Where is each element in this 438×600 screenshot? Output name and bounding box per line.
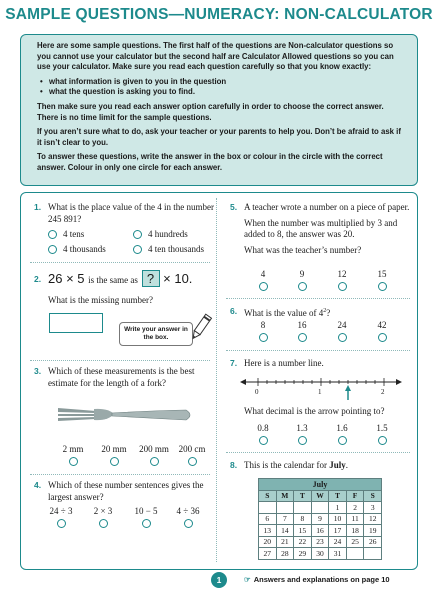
question-6 xyxy=(230,306,410,320)
intro-paragraph-2: Then make sure you read each answer option carefully in order to choose the correct answer. There is no time limit for the sample questions. xyxy=(37,101,384,122)
option-16[interactable] xyxy=(287,320,317,342)
question-text-end: . xyxy=(345,460,348,470)
answer-circle-icon[interactable] xyxy=(298,282,307,291)
option-2mm[interactable] xyxy=(58,444,88,466)
calendar-day-cell xyxy=(364,548,382,560)
option-4-tens[interactable] xyxy=(48,229,84,239)
option-label: 9 xyxy=(299,269,305,279)
separator xyxy=(30,474,210,475)
exponent: 2 xyxy=(323,308,327,314)
tick-label: 1 xyxy=(318,388,322,396)
option-label: 12 xyxy=(337,269,347,279)
calendar-day-cell: 24 xyxy=(329,536,347,548)
question-number: 2. xyxy=(34,274,42,284)
calendar-day-cell: 20 xyxy=(259,536,277,548)
calendar-day-cell: 1 xyxy=(329,502,347,514)
option-200cm[interactable] xyxy=(174,444,210,466)
calendar-body xyxy=(259,502,382,560)
number-line xyxy=(238,372,408,402)
question-number: 5. xyxy=(230,202,238,212)
calendar-week-row xyxy=(259,548,382,560)
intro-bullet-list xyxy=(49,77,405,98)
calendar-day-cell xyxy=(346,548,364,560)
answer-circle-icon[interactable] xyxy=(184,519,193,528)
option-4-div-36[interactable] xyxy=(170,506,206,528)
answer-circle-icon[interactable] xyxy=(298,436,307,445)
option-label: 0.8 xyxy=(257,423,269,433)
option-label: 4 ten thousands xyxy=(148,244,204,254)
question-8 xyxy=(230,460,410,472)
option-label: 1.5 xyxy=(376,423,388,433)
missing-number-box: ? xyxy=(142,270,160,287)
question-number: 3. xyxy=(34,366,42,376)
answer-circle-icon[interactable] xyxy=(338,282,347,291)
footer-note xyxy=(244,575,390,584)
intro-paragraph-1: Here are some sample questions. The first half of the questions are Non-calculator questions so you cannot use your calculator but the second half are Calculator Allowed questions so you can use your calculator. Make sure you read each question carefully so that you know exactly: xyxy=(37,41,394,72)
column-divider xyxy=(216,198,217,562)
question-text: Here is a number line. xyxy=(244,358,324,368)
option-0-8[interactable] xyxy=(248,423,278,445)
option-label: 1.3 xyxy=(296,423,308,433)
write-answer-note: Write your answer in the box. xyxy=(119,322,193,346)
expression-mid: is the same as xyxy=(88,275,138,285)
calendar-day-cell: 14 xyxy=(276,525,294,537)
option-2-times-3[interactable] xyxy=(86,506,120,528)
option-24-div-3[interactable] xyxy=(44,506,78,528)
option-8[interactable] xyxy=(248,320,278,342)
calendar-day-cell: 17 xyxy=(329,525,347,537)
question-number: 1. xyxy=(34,202,42,212)
calendar-day-cell xyxy=(276,502,294,514)
question-number: 6. xyxy=(230,306,238,316)
option-200mm[interactable] xyxy=(135,444,173,466)
calendar-day-cell: 9 xyxy=(311,513,329,525)
answer-circle-icon[interactable] xyxy=(338,436,347,445)
option-label: 1.6 xyxy=(336,423,348,433)
separator xyxy=(226,452,410,453)
intro-paragraph-3: If you aren’t sure what to do, ask your teacher or your parents to help you. Don’t be afraid to ask if it isn’t clear to you. xyxy=(37,127,401,147)
calendar-day-cell: 6 xyxy=(259,513,277,525)
intro-bullet: • what information is given to you in the question xyxy=(49,77,405,88)
question-1 xyxy=(34,202,214,225)
question-3 xyxy=(34,366,209,389)
option-label: 4 hundreds xyxy=(148,229,188,239)
question-4 xyxy=(34,480,214,503)
option-4[interactable] xyxy=(248,269,278,291)
answer-circle-icon[interactable] xyxy=(48,230,57,239)
calendar-day-header: W xyxy=(311,490,329,502)
question-7-prompt: What decimal is the arrow pointing to? xyxy=(244,406,385,416)
answer-circle-icon[interactable] xyxy=(378,282,387,291)
answer-circle-icon[interactable] xyxy=(259,282,268,291)
option-24[interactable] xyxy=(327,320,357,342)
answer-circle-icon[interactable] xyxy=(378,333,387,342)
question-number: 4. xyxy=(34,480,42,490)
calendar-day-cell: 27 xyxy=(259,548,277,560)
option-label: 42 xyxy=(377,320,387,330)
answer-input-box[interactable] xyxy=(49,313,103,333)
answer-circle-icon[interactable] xyxy=(378,436,387,445)
answer-circle-icon[interactable] xyxy=(110,457,119,466)
calendar-day-cell: 7 xyxy=(276,513,294,525)
option-label: 24 xyxy=(337,320,347,330)
calendar-day-cell: 18 xyxy=(346,525,364,537)
answer-circle-icon[interactable] xyxy=(259,436,268,445)
option-4-thousands[interactable] xyxy=(48,244,106,254)
option-label: 15 xyxy=(377,269,387,279)
option-label: 4 thousands xyxy=(63,244,106,254)
option-label: 200 cm xyxy=(178,444,206,454)
calendar-day-cell xyxy=(259,502,277,514)
separator xyxy=(226,298,410,299)
separator xyxy=(30,360,210,361)
option-20mm[interactable] xyxy=(97,444,131,466)
calendar-day-cell: 13 xyxy=(259,525,277,537)
page-number: 1 xyxy=(211,572,227,588)
pencil-icon xyxy=(188,312,214,344)
option-label: 16 xyxy=(297,320,307,330)
question-2-prompt: What is the missing number? xyxy=(48,295,153,305)
option-42[interactable] xyxy=(367,320,397,342)
calendar-day-cell: 22 xyxy=(294,536,312,548)
calendar-day-cell: 8 xyxy=(294,513,312,525)
separator xyxy=(30,262,210,263)
calendar-day-cell: 25 xyxy=(346,536,364,548)
instructions-panel xyxy=(20,34,418,186)
calendar-day-header: S xyxy=(259,490,277,502)
question-number: 8. xyxy=(230,460,238,470)
answer-circle-icon[interactable] xyxy=(188,457,197,466)
option-label: 20 mm xyxy=(101,444,127,454)
calendar-week-row xyxy=(259,513,382,525)
question-text: This is the calendar for xyxy=(244,460,330,470)
calendar-day-cell: 3 xyxy=(364,502,382,514)
option-label: 24 ÷ 3 xyxy=(49,506,73,516)
intro-paragraph-4: To answer these questions, write the answer in the box or colour in the circle with the correct answer. Colour in only one circle for each answer. xyxy=(37,152,383,172)
calendar-day-header: T xyxy=(294,490,312,502)
question-text: What is the value of 4 xyxy=(244,308,324,318)
calendar-day-cell xyxy=(294,502,312,514)
option-label: 2 × 3 xyxy=(93,506,113,516)
calendar-day-cell: 21 xyxy=(276,536,294,548)
answer-circle-icon[interactable] xyxy=(48,245,57,254)
answer-circle-icon[interactable] xyxy=(69,457,78,466)
answer-circle-icon[interactable] xyxy=(133,245,142,254)
calendar-month: July xyxy=(259,479,382,491)
question-text: Which of these measurements is the best estimate for the length of a fork? xyxy=(48,366,195,388)
calendar-day-cell: 12 xyxy=(364,513,382,525)
option-label: 4 ÷ 36 xyxy=(176,506,200,516)
calendar-day-header: T xyxy=(329,490,347,502)
calendar-day-cell: 29 xyxy=(294,548,312,560)
separator xyxy=(226,350,410,351)
question-5 xyxy=(230,202,410,256)
calendar-week-row xyxy=(259,525,382,537)
option-1-5[interactable] xyxy=(367,423,397,445)
answer-circle-icon[interactable] xyxy=(338,333,347,342)
fork-icon xyxy=(56,402,196,428)
pointing-hand-icon: ☞ xyxy=(244,575,251,584)
tick-label: 0 xyxy=(255,388,259,396)
question-number: 7. xyxy=(230,358,238,368)
page-title: SAMPLE QUESTIONS—NUMERACY: NON-CALCULATOR xyxy=(5,6,433,23)
calendar-day-cell: 28 xyxy=(276,548,294,560)
option-4-ten-thousands[interactable] xyxy=(133,244,204,254)
calendar-day-header: F xyxy=(346,490,364,502)
option-label: 10 − 5 xyxy=(134,506,158,516)
calendar-day-cell: 26 xyxy=(364,536,382,548)
calendar-day-cell xyxy=(311,502,329,514)
calendar-day-cell: 31 xyxy=(329,548,347,560)
question-text-3: What was the teacher’s number? xyxy=(244,244,362,255)
question-text: A teacher wrote a number on a piece of paper. xyxy=(244,202,410,212)
option-label: 200 mm xyxy=(139,444,169,454)
calendar-day-cell: 30 xyxy=(311,548,329,560)
option-12[interactable] xyxy=(327,269,357,291)
calendar-day-cell: 11 xyxy=(346,513,364,525)
calendar-day-cell: 15 xyxy=(294,525,312,537)
option-4-hundreds[interactable] xyxy=(133,229,188,239)
answer-circle-icon[interactable] xyxy=(259,333,268,342)
calendar xyxy=(258,478,382,560)
tick-label: 2 xyxy=(381,388,385,396)
question-text: Which of these number sentences gives the largest answer? xyxy=(48,480,204,502)
calendar-week-row xyxy=(259,536,382,548)
intro-bullet: • what the question is asking you to find. xyxy=(49,87,405,98)
expression-right: × 10. xyxy=(163,271,193,286)
answer-circle-icon[interactable] xyxy=(57,519,66,528)
calendar-day-cell: 16 xyxy=(311,525,329,537)
calendar-day-cell: 23 xyxy=(311,536,329,548)
month-name: July xyxy=(329,460,346,470)
option-10-minus-5[interactable] xyxy=(128,506,164,528)
calendar-day-header: M xyxy=(276,490,294,502)
option-1-6[interactable] xyxy=(327,423,357,445)
option-label: 8 xyxy=(260,320,266,330)
option-1-3[interactable] xyxy=(287,423,317,445)
question-7 xyxy=(230,358,410,370)
calendar-day-header: S xyxy=(364,490,382,502)
option-15[interactable] xyxy=(367,269,397,291)
option-9[interactable] xyxy=(287,269,317,291)
answer-circle-icon[interactable] xyxy=(99,519,108,528)
answer-circle-icon[interactable] xyxy=(150,457,159,466)
calendar-day-cell: 2 xyxy=(346,502,364,514)
option-label: 2 mm xyxy=(62,444,84,454)
question-text: What is the place value of the 4 in the number 245 891? xyxy=(48,202,214,224)
calendar-day-cell: 10 xyxy=(329,513,347,525)
expression-left: 26 × 5 xyxy=(48,271,85,286)
option-label: 4 xyxy=(260,269,266,279)
calendar-day-cell: 19 xyxy=(364,525,382,537)
answer-circle-icon[interactable] xyxy=(298,333,307,342)
question-text-2: When the number was multiplied by 3 and added to 8, the answer was 20. xyxy=(244,217,398,239)
calendar-week-row xyxy=(259,502,382,514)
question-2 xyxy=(34,270,214,289)
answer-circle-icon[interactable] xyxy=(142,519,151,528)
footer-text: Answers and explanations on page 10 xyxy=(253,575,390,584)
question-text-end: ? xyxy=(326,308,331,318)
option-label: 4 tens xyxy=(63,229,85,239)
answer-circle-icon[interactable] xyxy=(133,230,142,239)
